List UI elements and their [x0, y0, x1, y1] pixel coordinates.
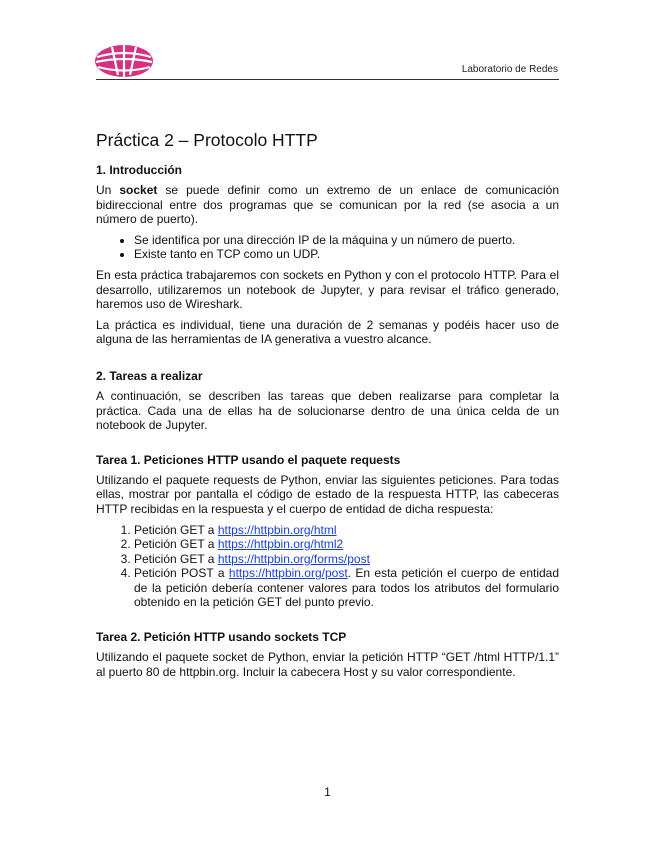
document-body [96, 130, 559, 685]
list-item: 4. Petición POST a https://httpbin.org/post. En esta petición el cuerpo de entidad de la petición debería contener valores para todos los atributos del formulario obtenido en la petición GET del punto previo. [134, 566, 559, 610]
httpbin-html-link[interactable]: https://httpbin.org/html [217, 522, 337, 537]
task1-heading: Tarea 1. Peticiones HTTP usando el paquete requests [96, 452, 401, 467]
list-item: 1. Petición GET a https://httpbin.org/html [134, 523, 559, 538]
task2-paragraph: Utilizando el paquete socket de Python, enviar la petición HTTP “GET /html HTTP/1.1” al puerto 80 de httpbin.org. Incluir la cabecera Host y su valor correspondiente. [96, 650, 559, 679]
task2-heading: Tarea 2. Petición HTTP usando sockets TCP [96, 630, 347, 645]
task1-request-list [96, 523, 559, 611]
tasks-heading: 2. Tareas a realizar [96, 368, 203, 383]
tasks-paragraph: A continuación, se describen las tareas que deben realizarse para completar la práctica. Cada una de ellas ha de solucionarse dentro de una única celda de un notebook de Jupyter. [96, 388, 559, 433]
header-title: Laboratorio de Redes [461, 64, 558, 75]
intro-paragraph: Un socket se puede definir como un extremo de un enlace de comunicación bidireccional entre dos programas que se comunican por la red (se asocia a un número de puerto). [96, 183, 559, 227]
list-item: • Se identifica por una dirección IP de la máquina y un número de puerto. [134, 233, 559, 248]
intro-heading: 1. Introducción [96, 163, 183, 177]
university-logo [94, 44, 154, 78]
socket-term: socket [119, 183, 158, 197]
task1-paragraph: Utilizando el paquete requests de Python, enviar las siguientes peticiones. Para todas ellas, mostrar por pantalla el código de estado de la respuesta HTTP, las cabeceras HTTP recibidas en la respuesta y el cuerpo de entidad de dicha respuesta: [96, 472, 559, 516]
intro-paragraph-3: La práctica es individual, tiene una duración de 2 semanas y podéis hacer uso de alguna de las herramientas de IA generativa a vuestro alcance. [96, 317, 559, 347]
intro-bullet-list [96, 233, 559, 262]
page-title: Práctica 2 – Protocolo HTTP [96, 130, 318, 150]
httpbin-post-link[interactable]: https://httpbin.org/post [228, 566, 348, 581]
list-item: 3. Petición GET a https://httpbin.org/forms/post [134, 552, 559, 567]
intro-paragraph-2: En esta práctica trabajaremos con sockets en Python y con el protocolo HTTP. Para el desarrollo, utilizaremos un notebook de Jupyter, y para revisar el tráfico generado, haremos uso de Wireshark. [96, 267, 559, 312]
list-item: 2. Petición GET a https://httpbin.org/html2 [134, 537, 559, 552]
header-divider [96, 79, 559, 80]
list-item: • Existe tanto en TCP como un UDP. [134, 247, 559, 262]
httpbin-forms-post-link[interactable]: https://httpbin.org/forms/post [217, 551, 370, 566]
page-number: 1 [324, 785, 331, 799]
httpbin-html2-link[interactable]: https://httpbin.org/html2 [217, 537, 344, 552]
